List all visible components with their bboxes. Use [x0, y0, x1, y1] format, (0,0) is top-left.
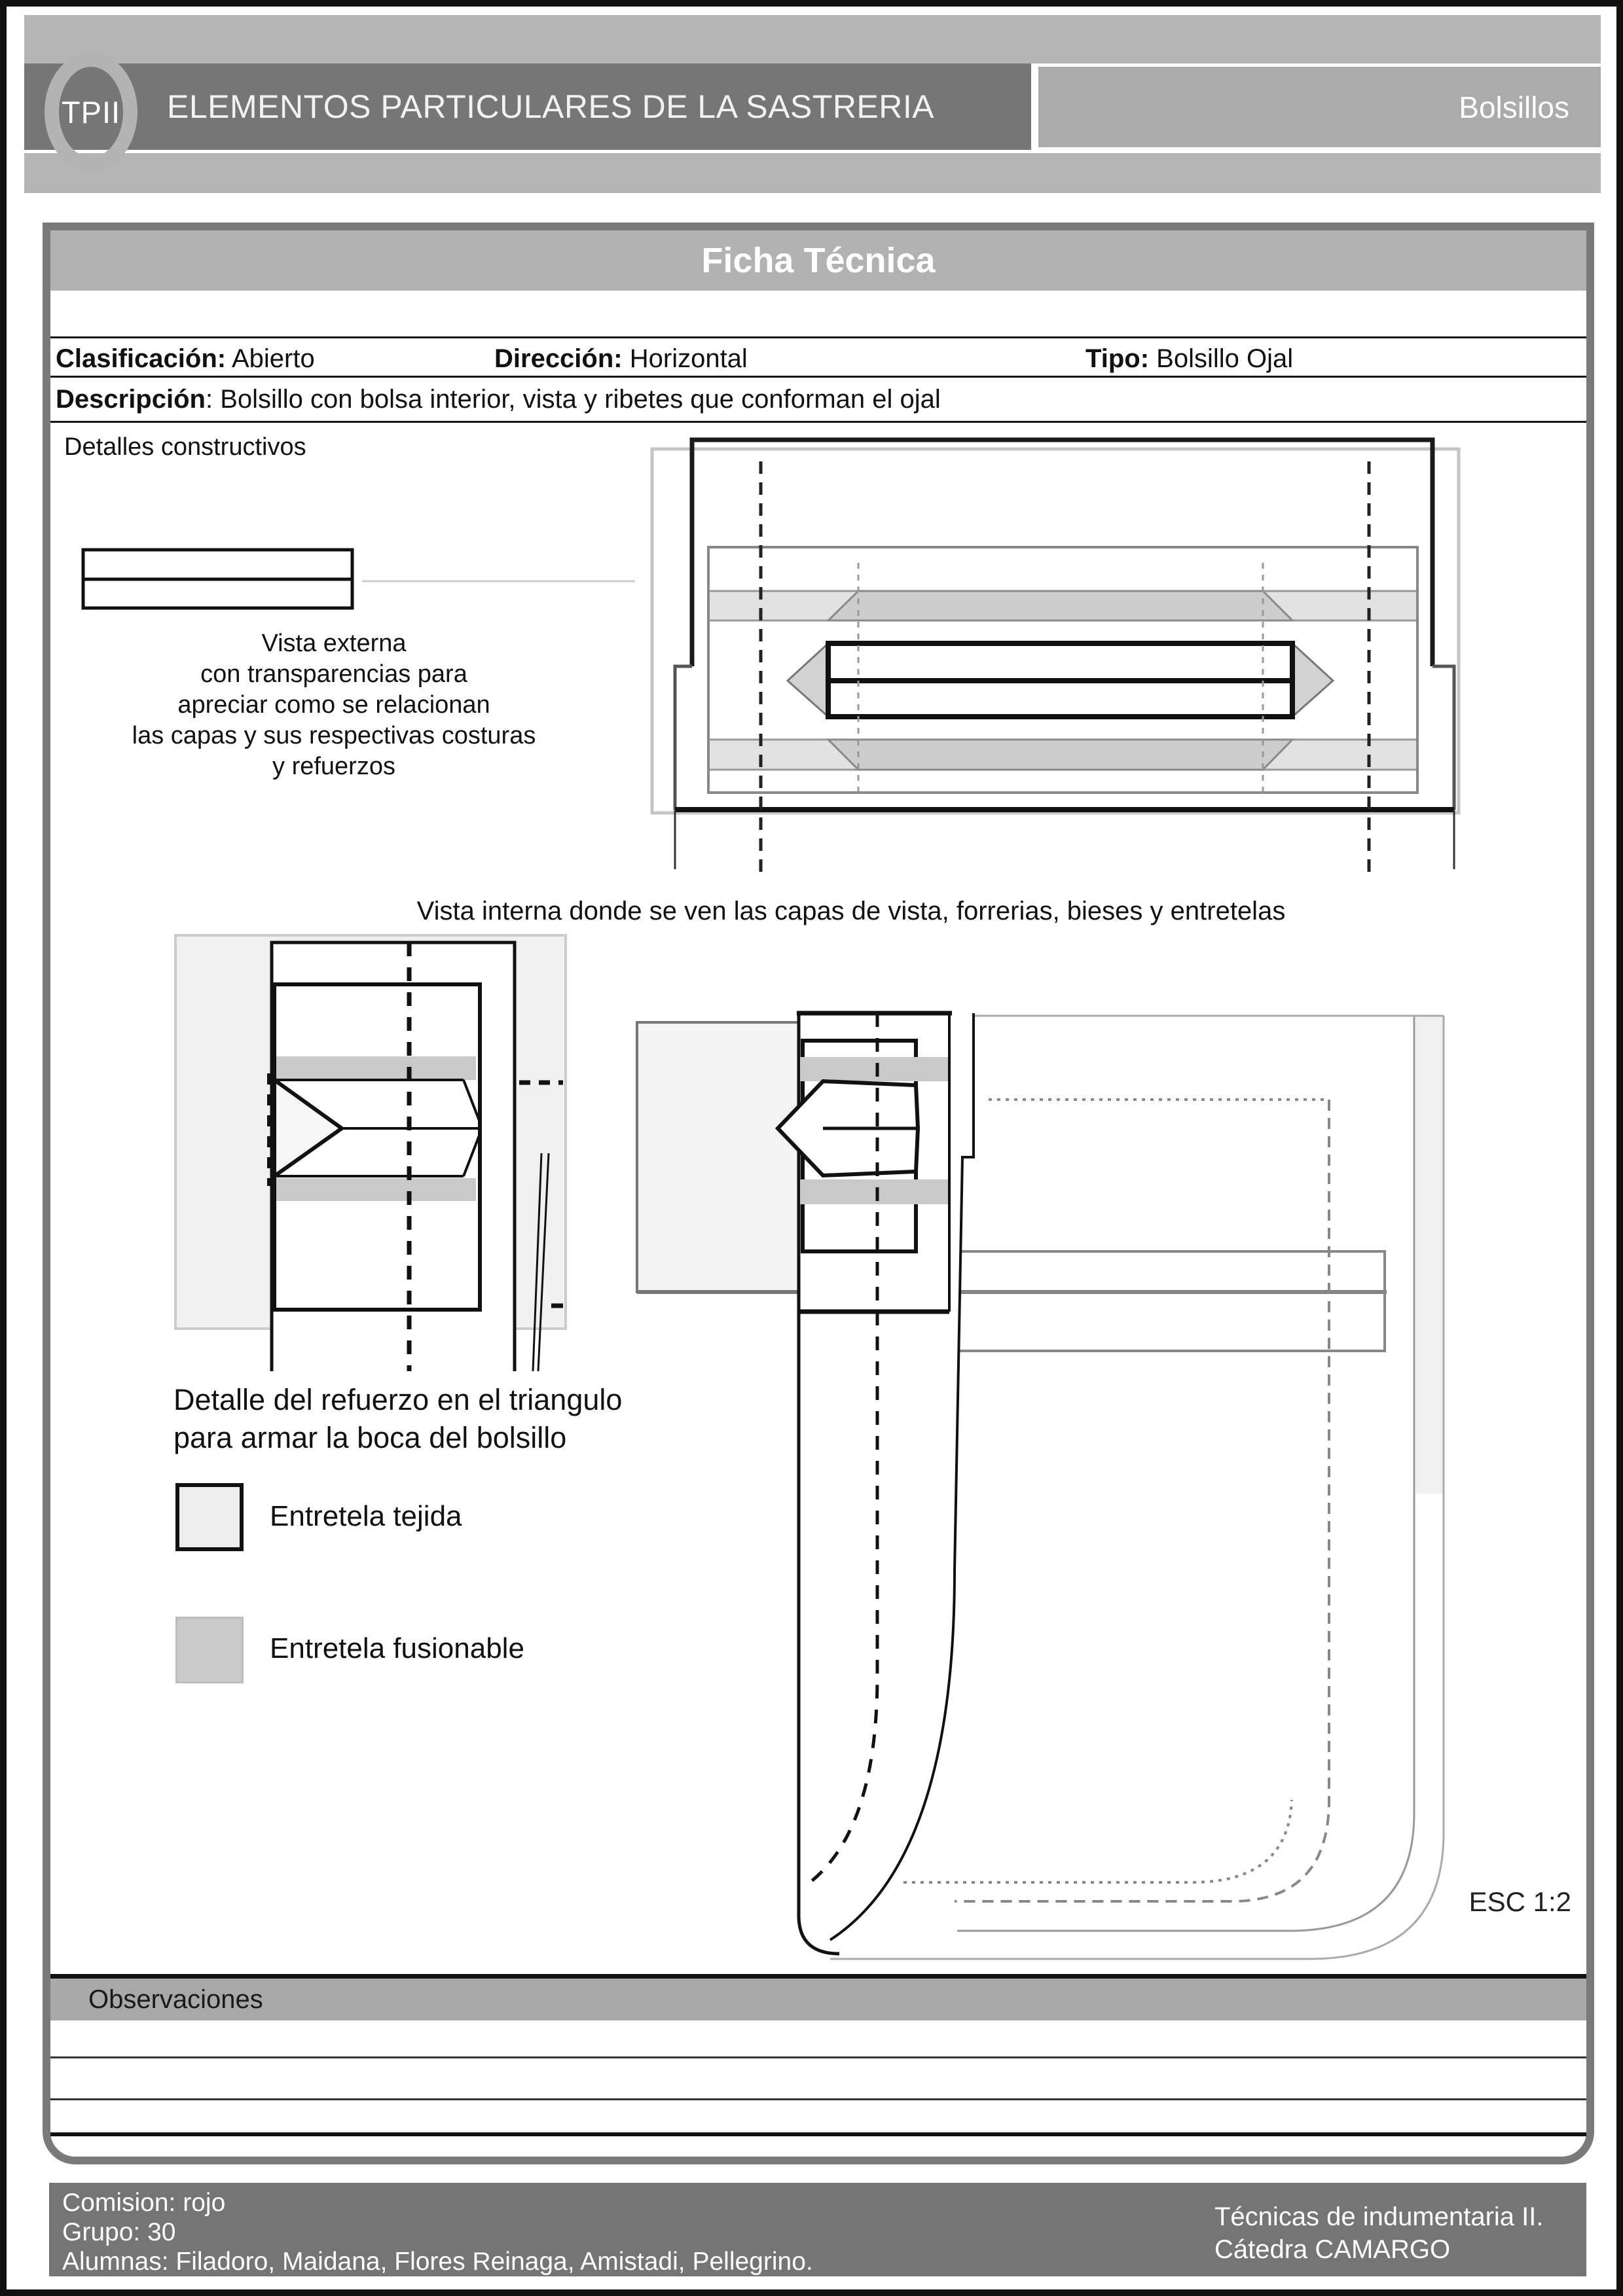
- legend-swatch-entretela-fusionable: [175, 1617, 244, 1683]
- clasificacion-value: Abierto: [231, 344, 315, 373]
- tpii-logo-text: TPII: [61, 94, 121, 130]
- footer-grupo: Grupo: 30: [62, 2218, 176, 2246]
- caption-externa-line1: Vista externa: [261, 630, 407, 657]
- header-bottom-band: [24, 153, 1601, 193]
- observaciones-top-rule: [50, 1974, 1586, 1979]
- footer-alumnas: Alumnas: Filadoro, Maidana, Flores Reinaga, Amistadi, Pellegrino.: [62, 2248, 813, 2276]
- tipo-value: Bolsillo Ojal: [1156, 344, 1294, 373]
- table-line-3: [50, 421, 1586, 423]
- header-top-band: [24, 15, 1601, 63]
- caption-vista-interna: Vista interna donde se ven las capas de vista, forrerias, bieses y entretelas: [416, 897, 1286, 925]
- page-title: ELEMENTOS PARTICULARES DE LA SASTRERIA: [167, 88, 935, 125]
- caption-externa-line2: con transparencias para: [200, 660, 467, 688]
- direccion-label: Dirección:: [494, 344, 623, 373]
- observaciones-row-line-1: [50, 2056, 1586, 2058]
- caption-detalle-line2: para armar la boca del bolsillo: [173, 1421, 567, 1454]
- field-tipo: [1085, 344, 1293, 374]
- footer-comision: Comision: rojo: [62, 2189, 226, 2217]
- topic-label: Bolsillos: [1459, 90, 1569, 124]
- direccion-value: Horizontal: [629, 344, 748, 373]
- observaciones-band: [50, 1979, 1586, 2020]
- legend-label-entretela-fusionable: Entretela fusionable: [270, 1632, 524, 1664]
- descripcion-label: Descripción: [56, 385, 206, 414]
- sheet-frame: [43, 223, 1594, 2164]
- sheet-title: Ficha Técnica: [701, 241, 936, 280]
- descripcion-value: : Bolsillo con bolsa interior, vista y ribetes que conforman el ojal: [205, 385, 941, 414]
- field-clasificacion: [56, 344, 315, 374]
- field-descripcion: [56, 385, 941, 414]
- caption-externa-line4: las capas y sus respectivas costuras: [132, 722, 536, 749]
- sheet-title-band: [50, 230, 1586, 291]
- footer-curso: Técnicas de indumentaria II.: [1214, 2202, 1544, 2231]
- observaciones-label: Observaciones: [88, 1984, 263, 2014]
- field-direccion: [494, 344, 748, 374]
- legend-swatch-entretela-tejida: [175, 1483, 244, 1551]
- footer-course: [1214, 2200, 1543, 2266]
- footer-catedra: Cátedra CAMARGO: [1214, 2235, 1451, 2264]
- observaciones-row-line-3: [50, 2132, 1586, 2136]
- clasificacion-label: Clasificación:: [56, 344, 227, 373]
- footer-credits: [62, 2188, 813, 2276]
- observaciones-row-line-2: [50, 2098, 1586, 2100]
- section-label: Detalles constructivos: [64, 433, 306, 461]
- caption-detalle-refuerzo: [173, 1381, 622, 1457]
- legend-label-entretela-tejida: Entretela tejida: [270, 1500, 462, 1532]
- topic-box: [1038, 67, 1601, 147]
- caption-detalle-line1: Detalle del refuerzo en el triangulo: [173, 1383, 623, 1416]
- caption-externa-line3: apreciar como se relacionan: [177, 691, 490, 719]
- caption-vista-externa: [111, 628, 556, 782]
- scale-label: ESC 1:2: [1468, 1886, 1571, 1917]
- tipo-label: Tipo:: [1085, 344, 1150, 373]
- table-line-1: [50, 336, 1586, 338]
- caption-externa-line5: y refuerzos: [272, 753, 395, 780]
- table-line-2: [50, 376, 1586, 378]
